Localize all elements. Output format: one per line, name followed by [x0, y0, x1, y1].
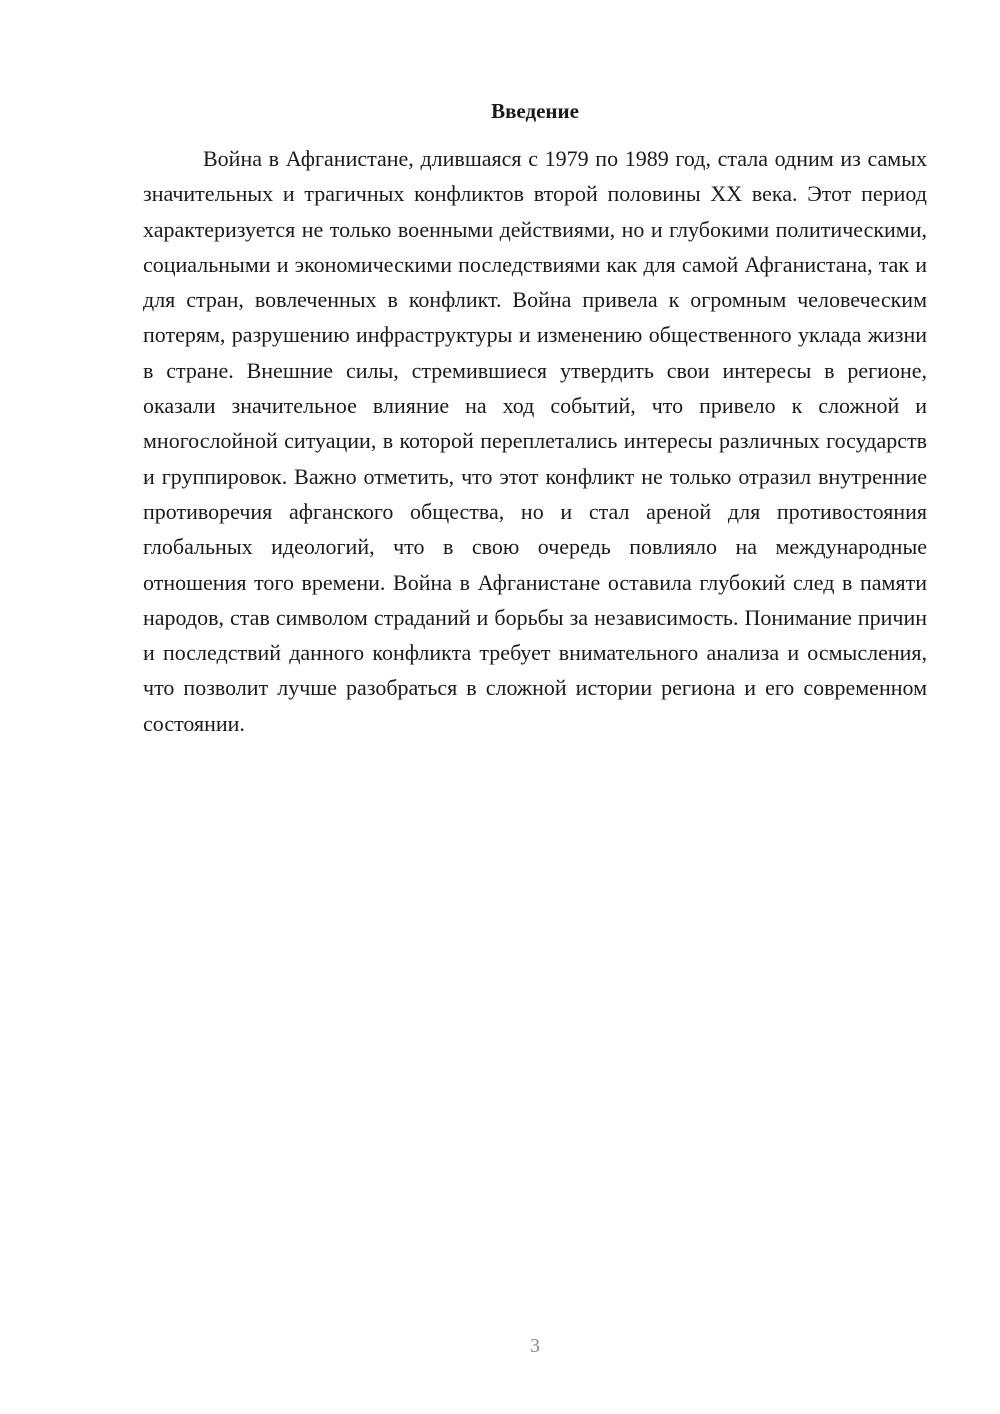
page-number: 3	[530, 1335, 540, 1357]
section-heading: Введение	[491, 99, 579, 123]
introduction-paragraph: Война в Афганистане, длившаяся с 1979 по 1989 год, стала одним из самых значительных и трагичных конфликтов второй половины XX века. Этот период характеризуется не только военными действиями, но и глубокими политическими, социальными и экономическими последствиями как для самой Афганистана, так и для стран, вовлеченных в конфликт. Война привела к огромным человеческим потерям, разрушению инфраструктуры и изменению общественного уклада жизни в стране. Внешние силы, стремившиеся утвердить свои интересы в регионе, оказали значительное влияние на ход событий, что привело к сложной и многослойной ситуации, в которой переплетались интересы различных государств и группировок. Важно отметить, что этот конфликт не только отразил внутренние противоречия афганского общества, но и стал ареной для противостояния глобальных идеологий, что в свою очередь повлияло на международные отношения того времени. Война в Афганистане оставила глубокий след в памяти народов, став символом страданий и борьбы за независимость. Понимание причин и последствий данного конфликта требует внимательного анализа и осмысления, что позволит лучше разобраться в сложной истории региона и его современном состоянии.	[143, 146, 927, 736]
